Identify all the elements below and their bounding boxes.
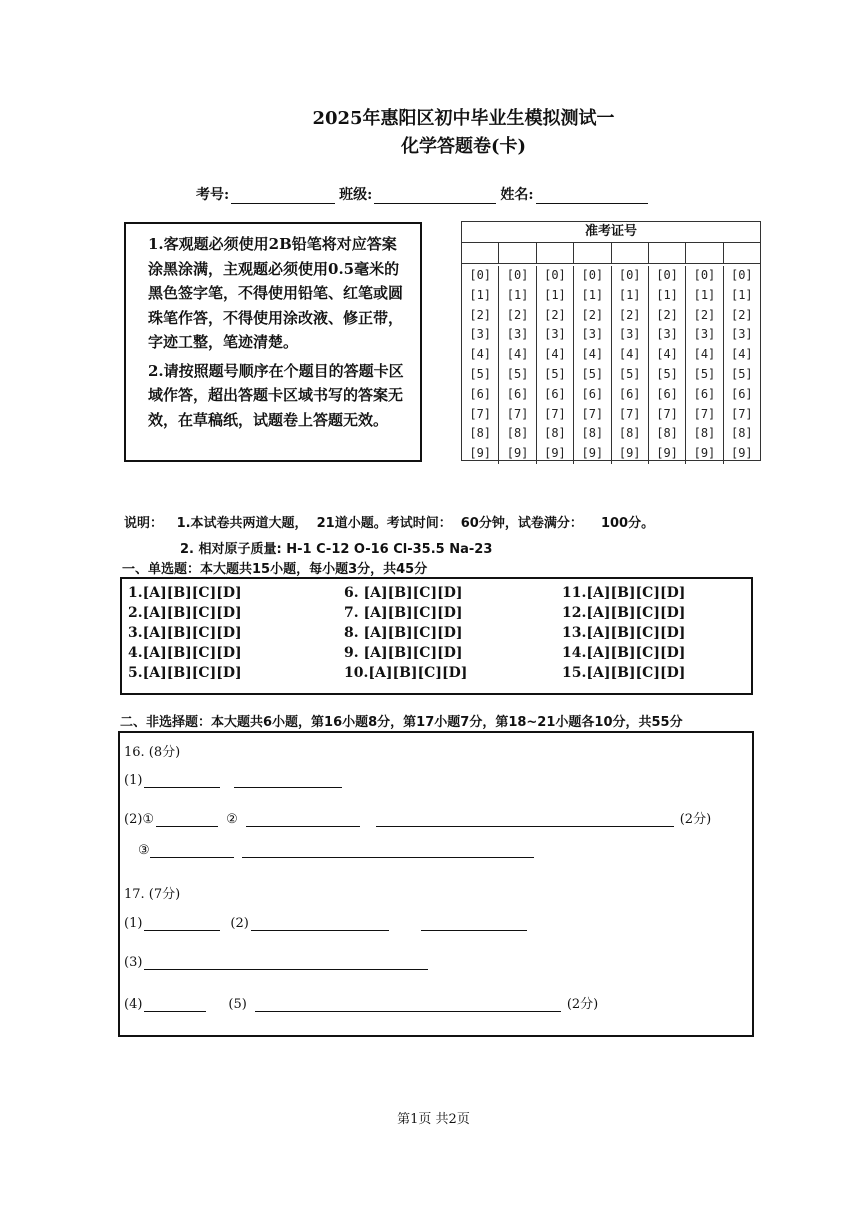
answer-line[interactable] [144, 916, 220, 931]
q17-part3-label: (3) [124, 955, 143, 970]
digit-bubble[interactable]: [5] [693, 366, 716, 381]
digit-bubble[interactable]: [8] [618, 426, 641, 441]
digit-bubble[interactable]: [3] [618, 327, 641, 342]
page-title: 2025年惠阳区初中毕业生模拟测试一 [312, 108, 615, 129]
digit-bubble[interactable]: [3] [656, 327, 678, 342]
digit-bubble[interactable]: [6] [656, 386, 678, 401]
digit-bubble[interactable]: [3] [581, 327, 604, 342]
q17-part2-label: (2) [230, 916, 249, 931]
q16-part1 [124, 773, 342, 788]
digit-bubble[interactable]: [1] [506, 287, 529, 302]
answer-line[interactable] [246, 812, 360, 827]
digit-bubble[interactable]: [1] [618, 287, 641, 302]
digit-bubble[interactable]: [9] [656, 446, 678, 461]
digit-bubble[interactable]: [9] [544, 446, 566, 461]
admission-digit-column [724, 266, 760, 464]
digit-bubble[interactable]: [9] [693, 446, 716, 461]
digit-bubble[interactable]: [6] [469, 386, 492, 401]
notice-item-1: 1.客观题必须使用2B铅笔将对应答案涂黑涂满，主观题必须使用0.5毫米的黑色签字笔，不得使用铅笔、红笔或圆珠笔作答，不得使用涂改液、修正带，字迹工整，笔迹清楚。 [148, 235, 404, 351]
digit-bubble[interactable]: [3] [506, 327, 529, 342]
digit-bubble[interactable]: [6] [618, 386, 641, 401]
digit-bubble[interactable]: [9] [506, 446, 529, 461]
digit-bubble[interactable]: [6] [730, 386, 753, 401]
digit-bubble[interactable]: [9] [469, 446, 492, 461]
digit-bubble[interactable]: [3] [544, 327, 566, 342]
admission-digit-column [537, 266, 574, 464]
page-subtitle: 化学答题卷(卡) [400, 136, 527, 157]
digit-bubble[interactable]: [7] [730, 406, 753, 421]
digit-bubble[interactable]: [4] [506, 347, 529, 362]
admission-digit-column [574, 266, 611, 464]
digit-bubble[interactable]: [5] [656, 366, 678, 381]
q17-part4-5 [124, 993, 598, 1012]
q16-part2b-label: ② [226, 812, 238, 827]
q16-part2-label: (2)① [124, 812, 155, 827]
choice-question-row[interactable]: 5.[A][B][C][D] [128, 665, 242, 681]
digit-bubble[interactable]: [8] [581, 426, 604, 441]
description-line-1: 说明： 1.本试卷共两道大题， 21道小题。考试时间： 60分钟，试卷满分： 100分。 [124, 516, 655, 531]
choice-question-row[interactable]: 12.[A][B][C][D] [562, 605, 686, 621]
digit-bubble[interactable]: [1] [469, 287, 492, 302]
answer-line[interactable] [242, 843, 534, 858]
digit-bubble[interactable]: [4] [730, 347, 753, 362]
choice-question-row[interactable]: 8. [A][B][C][D] [344, 625, 463, 641]
admission-digit-column [499, 266, 536, 464]
digit-bubble[interactable]: [4] [469, 347, 492, 362]
page-footer: 第1页 共2页 [397, 1112, 470, 1127]
digit-bubble[interactable]: [8] [730, 426, 753, 441]
admission-box[interactable] [462, 243, 499, 263]
digit-bubble[interactable]: [4] [618, 347, 641, 362]
digit-bubble[interactable]: [0] [730, 268, 753, 282]
exam-no-field[interactable] [231, 187, 335, 204]
choice-column-1 [128, 583, 242, 683]
digit-bubble[interactable]: [0] [581, 268, 604, 282]
digit-bubble[interactable]: [7] [581, 406, 604, 421]
digit-bubble[interactable]: [0] [469, 268, 492, 282]
choice-question-row[interactable]: 15.[A][B][C][D] [562, 665, 686, 681]
digit-bubble[interactable]: [7] [506, 406, 529, 421]
answer-line[interactable] [255, 997, 561, 1012]
digit-bubble[interactable]: [1] [544, 287, 566, 302]
answer-line[interactable] [144, 955, 428, 970]
admission-box[interactable] [612, 243, 649, 263]
answer-line[interactable] [156, 812, 218, 827]
class-label: 班级: [339, 187, 373, 203]
answer-line[interactable] [234, 773, 342, 788]
admission-write-boxes [462, 243, 760, 264]
digit-bubble[interactable]: [7] [618, 406, 641, 421]
digit-bubble[interactable]: [0] [544, 268, 566, 282]
digit-bubble[interactable]: [8] [656, 426, 678, 441]
choice-question-row[interactable]: 3.[A][B][C][D] [128, 625, 242, 641]
admission-box[interactable] [574, 243, 611, 263]
digit-bubble[interactable]: [5] [506, 366, 529, 381]
exam-no-label: 考号: [196, 187, 230, 203]
digit-bubble[interactable]: [3] [730, 327, 753, 342]
answer-line[interactable] [421, 916, 527, 931]
admission-number-grid [461, 221, 761, 461]
digit-bubble[interactable]: [5] [581, 366, 604, 381]
admission-digit-column [462, 266, 499, 464]
choice-answer-box [120, 577, 753, 695]
choice-question-row[interactable]: 2.[A][B][C][D] [128, 605, 242, 621]
digit-bubble[interactable]: [7] [544, 406, 566, 421]
digit-bubble[interactable]: [7] [693, 406, 716, 421]
q16-part3 [138, 843, 534, 858]
admission-box[interactable] [499, 243, 536, 263]
choice-question-row[interactable]: 7. [A][B][C][D] [344, 605, 463, 621]
digit-bubble[interactable]: [8] [469, 426, 492, 441]
class-field[interactable] [374, 187, 496, 204]
section1-heading: 一、单选题：本大题共15小题，每小题3分，共45分 [122, 562, 428, 577]
digit-bubble[interactable]: [9] [618, 446, 641, 461]
q17-part5-points: (2分) [566, 997, 599, 1012]
digit-bubble[interactable]: [8] [693, 426, 716, 441]
digit-bubble[interactable]: [7] [469, 406, 492, 421]
digit-bubble[interactable]: [6] [544, 386, 566, 401]
admission-digit-column [686, 266, 723, 464]
digit-bubble[interactable]: [9] [730, 446, 753, 461]
digit-bubble[interactable]: [2] [544, 307, 566, 322]
answer-line[interactable] [144, 773, 220, 788]
description-line-2: 2. 相对原子质量: H-1 C-12 O-16 Cl-35.5 Na-23 [180, 542, 493, 557]
digit-bubble[interactable]: [8] [544, 426, 566, 441]
digit-bubble[interactable]: [9] [581, 446, 604, 461]
choice-question-row[interactable]: 9. [A][B][C][D] [344, 645, 463, 661]
choice-question-row[interactable]: 13.[A][B][C][D] [562, 625, 686, 641]
digit-bubble[interactable]: [2] [618, 307, 641, 322]
digit-bubble[interactable]: [0] [618, 268, 641, 282]
admission-digit-column [649, 266, 686, 464]
answer-line[interactable] [144, 997, 206, 1012]
q16-part3-label: ③ [138, 843, 150, 858]
digit-bubble[interactable]: [1] [730, 287, 753, 302]
q17-part1-label: (1) [124, 916, 143, 931]
q17-part4-label: (4) [124, 997, 143, 1012]
notice-item-2: 2.请按照题号顺序在个题目的答题卡区域作答，超出答题卡区域书写的答案无效，在草稿纸，试题卷上答题无效。 [148, 361, 404, 429]
digit-bubble[interactable]: [1] [656, 287, 678, 302]
digit-bubble[interactable]: [2] [730, 307, 753, 322]
digit-bubble[interactable]: [4] [693, 347, 716, 362]
digit-bubble[interactable]: [2] [581, 307, 604, 322]
digit-bubble[interactable]: [2] [506, 307, 529, 322]
q16-part2 [124, 808, 711, 827]
answer-line[interactable] [150, 843, 234, 858]
digit-bubble[interactable]: [6] [506, 386, 529, 401]
choice-question-row[interactable]: 4.[A][B][C][D] [128, 645, 242, 661]
q16-part2-points: (2分) [679, 812, 712, 827]
choice-column-2 [344, 583, 467, 683]
name-field[interactable] [536, 187, 648, 204]
q17-part3 [124, 955, 428, 970]
digit-bubble[interactable]: [6] [581, 386, 604, 401]
digit-bubble[interactable]: [8] [506, 426, 529, 441]
digit-bubble[interactable]: [4] [656, 347, 678, 362]
digit-bubble[interactable]: [3] [469, 327, 492, 342]
q17-part5-label: (5) [228, 997, 247, 1012]
digit-bubble[interactable]: [5] [544, 366, 566, 381]
digit-bubble[interactable]: [5] [730, 366, 753, 381]
choice-column-3 [562, 583, 685, 683]
digit-bubble[interactable]: [0] [693, 268, 716, 282]
admission-box[interactable] [724, 243, 760, 263]
written-answer-box [118, 731, 754, 1037]
q17-title: 17. (7分) [124, 887, 181, 902]
admission-bubble-columns [462, 264, 760, 464]
digit-bubble[interactable]: [2] [469, 307, 492, 322]
choice-question-row[interactable]: 11.[A][B][C][D] [562, 585, 686, 601]
digit-bubble[interactable]: [7] [656, 406, 678, 421]
notice-box [124, 222, 422, 462]
choice-question-row[interactable]: 1.[A][B][C][D] [128, 585, 242, 601]
choice-question-row[interactable]: 6. [A][B][C][D] [344, 585, 463, 601]
digit-bubble[interactable]: [0] [656, 268, 678, 282]
digit-bubble[interactable]: [3] [693, 327, 716, 342]
digit-bubble[interactable]: [1] [581, 287, 604, 302]
admission-box[interactable] [537, 243, 574, 263]
admission-box[interactable] [686, 243, 723, 263]
student-info-row [196, 184, 652, 204]
admission-box[interactable] [649, 243, 686, 263]
q17-part1-2 [124, 916, 527, 931]
digit-bubble[interactable]: [2] [693, 307, 716, 322]
section2-heading: 二、非选择题：本大题共6小题，第16小题8分，第17小题7分，第18~21小题各10分，共55分 [120, 715, 683, 730]
choice-question-row[interactable]: 14.[A][B][C][D] [562, 645, 686, 661]
admission-digit-column [612, 266, 649, 464]
choice-question-row[interactable]: 10.[A][B][C][D] [344, 665, 468, 681]
answer-line[interactable] [251, 916, 389, 931]
digit-bubble[interactable]: [0] [506, 268, 529, 282]
q16-title: 16. (8分) [124, 745, 181, 760]
admission-header: 准考证号 [462, 222, 760, 243]
digit-bubble[interactable]: [6] [693, 386, 716, 401]
q16-part1-label: (1) [124, 773, 143, 788]
digit-bubble[interactable]: [1] [693, 287, 716, 302]
digit-bubble[interactable]: [4] [581, 347, 604, 362]
name-label: 姓名: [500, 187, 534, 203]
digit-bubble[interactable]: [5] [618, 366, 641, 381]
digit-bubble[interactable]: [2] [656, 307, 678, 322]
digit-bubble[interactable]: [4] [544, 347, 566, 362]
answer-line[interactable] [376, 812, 674, 827]
digit-bubble[interactable]: [5] [469, 366, 492, 381]
